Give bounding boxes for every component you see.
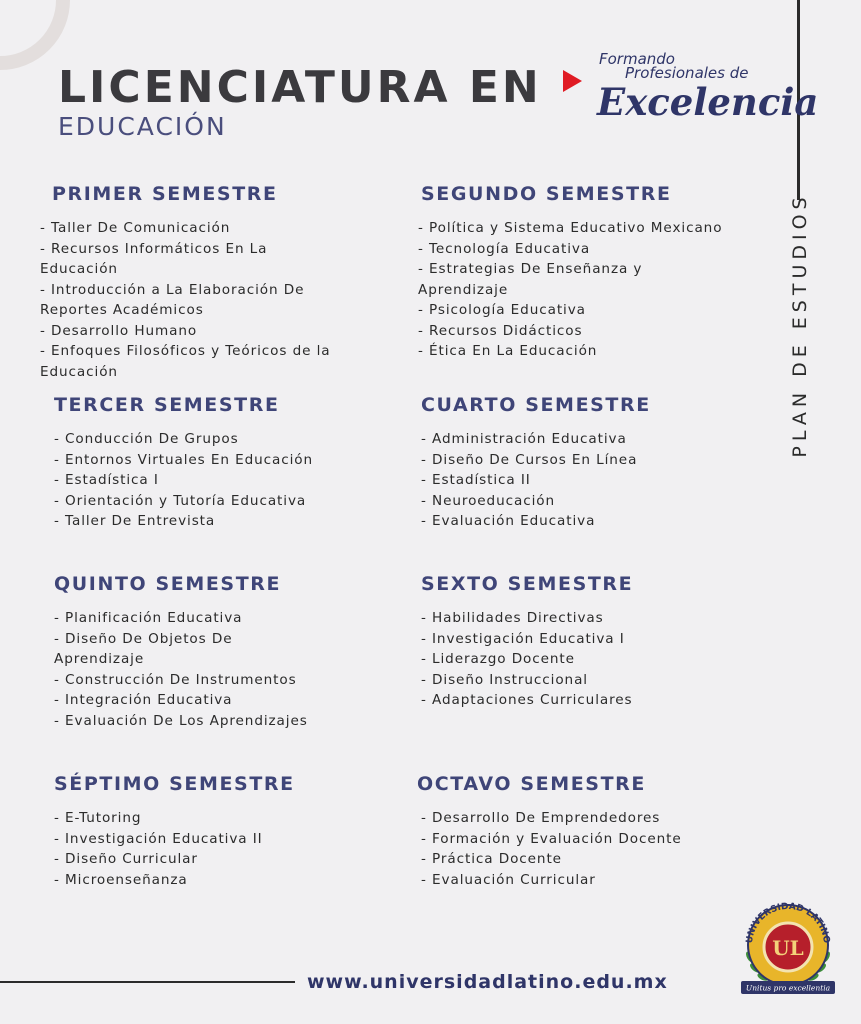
course-item: - Evaluación Curricular [421,871,596,888]
semester-title: SEGUNDO SEMESTRE [421,183,672,205]
course-item: - Investigación Educativa I [421,630,625,647]
course-item: - Desarrollo De Emprendedores [421,810,661,826]
course-item: - Tecnología Educativa [418,240,591,257]
course-item: - Diseño Instruccional [421,671,588,688]
website-link[interactable]: www.universidadlatino.edu.mx [307,971,668,993]
course-item: - Diseño Curricular [54,851,198,867]
course-list [421,429,761,532]
semester-block-4 [421,394,761,532]
course-item: - Planificación Educativa [54,610,243,626]
course-item: - Enfoques Filosóficos y Teóricos de la Educación [40,343,331,380]
semester-title: SÉPTIMO SEMESTRE [54,773,295,795]
course-item: - Taller De Comunicación [40,220,231,236]
course-item: - Estadística II [421,472,531,488]
slogan-line-1: Formando [599,50,675,68]
course-item: - Evaluación De Los Aprendizajes [54,712,308,729]
side-label-plan-de-estudios: PLAN DE ESTUDIOS [789,192,811,458]
course-item: - Ética En La Educación [418,343,598,359]
semester-block-7 [54,773,384,890]
slogan-line-2: Profesionales de [625,64,749,82]
course-item: - Diseño De Cursos En Línea [421,451,638,468]
university-seal-logo [738,895,838,999]
course-item: - Taller De Entrevista [54,513,216,529]
semester-block-3 [54,394,384,532]
course-item: - Integración Educativa [54,692,233,708]
course-item: - Investigación Educativa II [54,830,263,847]
seal-ring-text: UNIVERSIDAD LATINO [744,901,832,944]
course-item: - Estrategias De Enseñanza y Aprendizaje [418,261,643,298]
course-item: - Adaptaciones Curriculares [421,692,633,708]
page-title: LICENCIATURA EN [58,62,542,113]
course-item: - Recursos Didácticos [418,322,583,339]
course-item: - Liderazgo Docente [421,651,575,667]
course-item: - Microenseñanza [54,871,188,888]
semester-block-2 [418,183,781,362]
semester-title: OCTAVO SEMESTRE [417,773,646,795]
course-item: - Entornos Virtuales En Educación [54,451,313,468]
course-item: - Recursos Informáticos En La Educación [40,240,268,277]
course-list [421,608,761,711]
semester-title: QUINTO SEMESTRE [54,573,282,595]
semester-block-8 [417,773,757,890]
semester-title: TERCER SEMESTRE [54,394,280,416]
course-list [418,218,781,362]
semester-block-5 [54,573,384,731]
semester-block-1 [40,183,382,382]
semester-title: CUARTO SEMESTRE [421,394,651,416]
course-item: - Psicología Educativa [418,302,586,318]
course-item: - Introducción a La Elaboración De Reportes Académicos [40,281,305,318]
semester-title: PRIMER SEMESTRE [52,183,278,205]
course-item: - Construcción De Instrumentos [54,671,297,688]
play-arrow-icon [563,70,582,92]
course-list [54,608,384,731]
course-item: - Neuroeducación [421,492,555,509]
course-item: - Práctica Docente [421,851,562,867]
course-list [54,808,384,890]
course-item: - Conducción De Grupos [54,431,239,447]
course-item: - Orientación y Tutoría Educativa [54,492,307,509]
seal-monogram: UL [772,936,804,960]
course-item: - Formación y Evaluación Docente [421,830,682,847]
course-list [40,218,382,382]
course-item: - Desarrollo Humano [40,322,198,339]
corner-decoration [0,0,70,70]
course-item: - Habilidades Directivas [421,610,604,626]
semester-title: SEXTO SEMESTRE [421,573,634,595]
course-item: - E-Tutoring [54,810,142,826]
footer-divider [0,981,295,983]
course-item: - Diseño De Objetos De Aprendizaje [54,630,233,667]
course-list [417,808,757,890]
course-item: - Administración Educativa [421,431,627,447]
course-item: - Política y Sistema Educativo Mexicano [418,220,723,236]
slogan-excelencia: Excelencia [597,80,819,124]
course-item: - Evaluación Educativa [421,513,596,529]
semester-block-6 [421,573,761,711]
course-item: - Estadística I [54,472,159,488]
seal-motto: Unitus pro excellentia [745,983,831,993]
course-list [54,429,384,532]
page-subtitle: EDUCACIÓN [58,112,227,141]
